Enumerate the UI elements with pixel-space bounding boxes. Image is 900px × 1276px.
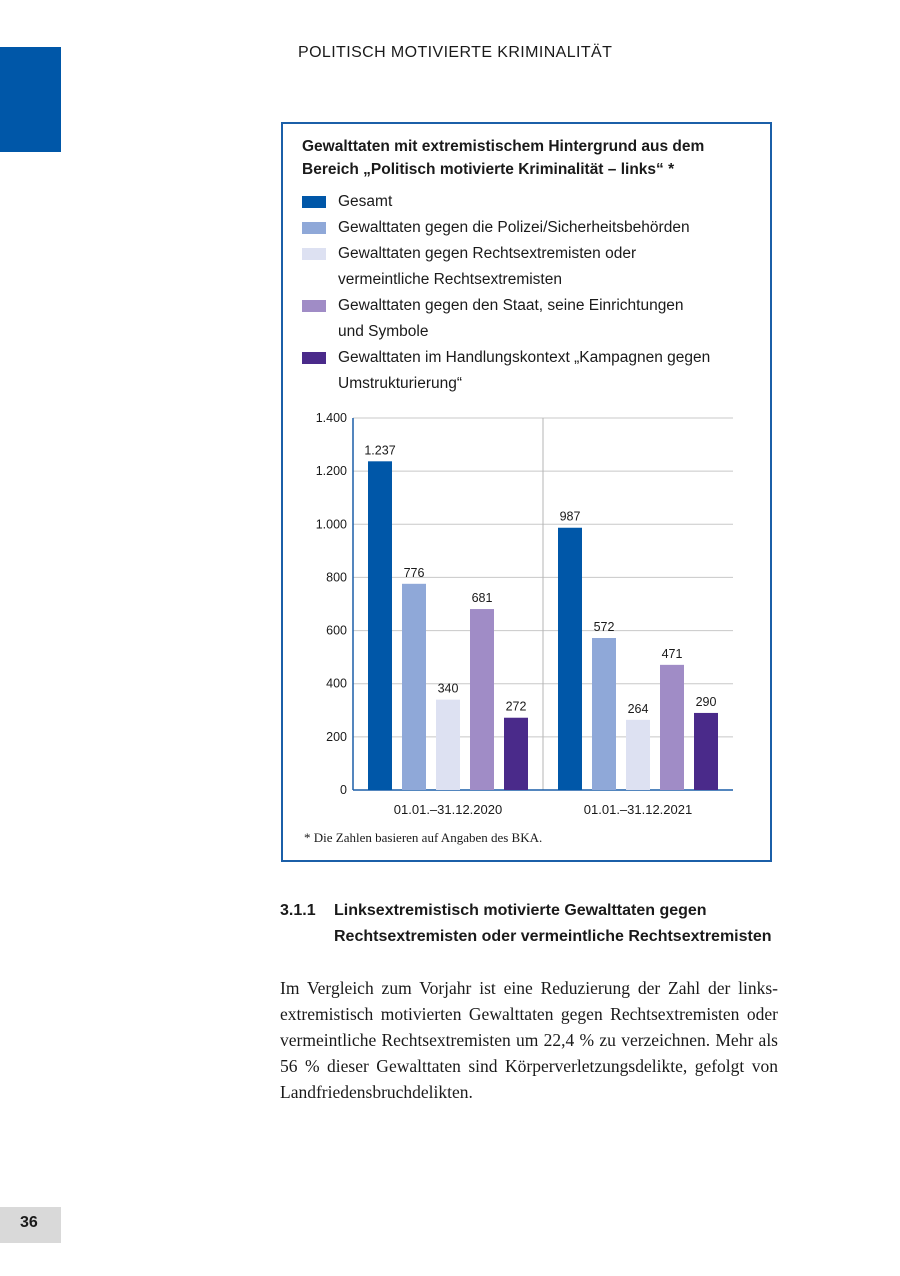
y-tick-label: 1.400: [315, 411, 347, 425]
section-title: Linksextremistisch motivierte Gewalttaten gegen Rechtsextremisten oder vermeintliche Rechtsextremisten: [334, 902, 772, 945]
legend-item: [302, 189, 762, 215]
x-category-label: 01.01.–31.12.2021: [583, 802, 693, 817]
legend-label: Gewalttaten gegen Rechtsextremisten oder: [338, 245, 637, 262]
bar: [592, 638, 616, 790]
legend-label: und Symbole: [338, 323, 429, 340]
running-head: POLITISCH MOTIVIERTE KRIMINALITÄT: [298, 44, 613, 61]
figure-title-line-2: Bereich „Politisch motivierte Kriminalität – links“ *: [302, 161, 675, 178]
y-tick-label: 1.200: [315, 464, 347, 479]
legend-swatch: [302, 300, 326, 312]
legend-label: Gewalttaten gegen die Polizei/Sicherheitsbehörden: [338, 219, 690, 236]
body-paragraph: Im Vergleich zum Vorjahr ist eine Reduzierung der Zahl der linksextremistisch motivierten Gewalttaten gegen Rechtsextremisten oder vermeintliche Rechtsextremisten um 22,4 % zu verzeichnen. Mehr als 56 % dieser Gewalttaten sind Körperverletzungsdelikte, gefolgt von Landfriedensbruchdelikten.: [280, 978, 778, 1102]
bar: [402, 584, 426, 790]
data-label: 572: [593, 620, 615, 635]
bar-chart: [300, 404, 750, 824]
figure-footnote: * Die Zahlen basieren auf Angaben des BKA.: [304, 830, 543, 845]
legend-item: [302, 215, 762, 241]
section-number: 3.1.1: [280, 902, 316, 919]
data-label: 987: [559, 509, 581, 524]
legend-item: [302, 241, 762, 293]
legend-label: Gewalttaten im Handlungskontext „Kampagnen gegen: [338, 349, 711, 366]
bar: [694, 713, 718, 790]
page-number-box: [0, 1207, 61, 1243]
legend-swatch: [302, 196, 326, 208]
data-label: 340: [437, 681, 459, 696]
page-number: 36: [20, 1214, 38, 1231]
y-tick-label: 600: [326, 623, 347, 638]
legend-label: Gewalttaten gegen den Staat, seine Einrichtungen: [338, 297, 684, 314]
legend-label: Umstrukturierung“: [338, 375, 463, 392]
legend-swatch: [302, 248, 326, 260]
bar: [470, 609, 494, 790]
legend-label: vermeintliche Rechtsextremisten: [338, 271, 562, 288]
bar: [368, 461, 392, 790]
data-label: 272: [505, 699, 527, 714]
section-heading: [280, 898, 780, 950]
chart-legend: [302, 189, 762, 397]
figure-title: [302, 135, 742, 181]
bar: [660, 665, 684, 790]
bar: [436, 700, 460, 790]
bar: [626, 720, 650, 790]
legend-item: [302, 345, 762, 397]
bar: [558, 528, 582, 790]
chapter-tab: [0, 47, 61, 152]
figure-title-line-1: Gewalttaten mit extremistischem Hintergrund aus dem: [302, 138, 705, 155]
y-tick-label: 200: [326, 729, 347, 744]
data-label: 264: [627, 701, 649, 716]
y-tick-label: 800: [326, 570, 347, 585]
data-label: 776: [403, 565, 425, 580]
legend-swatch: [302, 222, 326, 234]
y-tick-label: 400: [326, 676, 347, 691]
y-tick-label: 0: [340, 783, 347, 797]
bar: [504, 718, 528, 790]
legend-item: [302, 293, 762, 345]
x-category-label: 01.01.–31.12.2020: [393, 802, 503, 817]
data-label: 290: [695, 694, 717, 709]
data-label: 1.237: [364, 443, 396, 458]
data-label: 471: [661, 646, 683, 661]
legend-label: Gesamt: [338, 193, 393, 210]
data-label: 681: [471, 591, 493, 606]
y-tick-label: 1.000: [315, 517, 347, 532]
legend-swatch: [302, 352, 326, 364]
